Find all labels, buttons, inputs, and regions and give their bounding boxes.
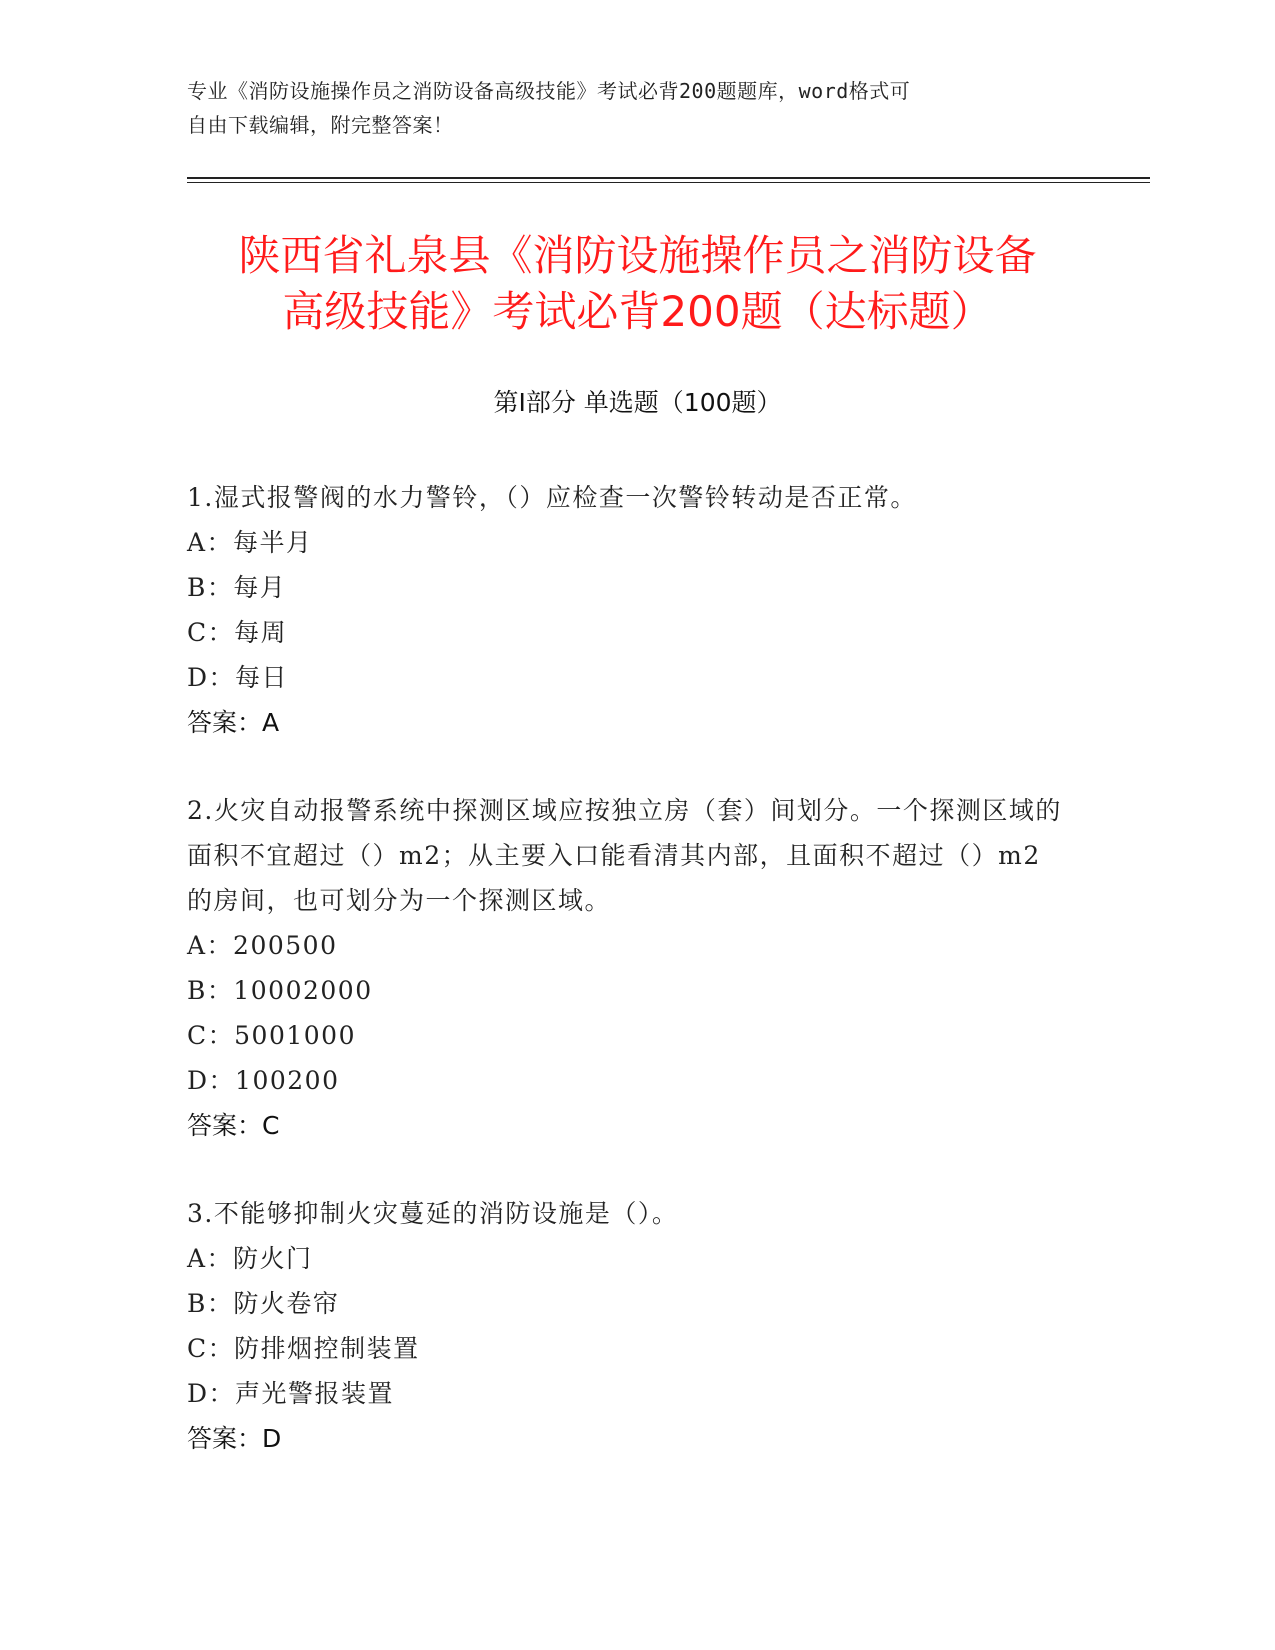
- header-note-line-1: 专业《消防设施操作员之消防设备高级技能》考试必背200题题库，word格式可: [187, 79, 911, 103]
- question-answer: 答案：C: [187, 1111, 280, 1140]
- header-note-line-2: 自由下载编辑，附完整答案！: [187, 113, 454, 137]
- question-stem: 3.不能够抑制火灾蔓延的消防设施是（）。: [187, 1199, 679, 1228]
- option-a: A：每半月: [187, 528, 313, 557]
- option-c: C：防排烟控制装置: [187, 1334, 420, 1363]
- question-answer: 答案：A: [187, 708, 280, 737]
- option-d: D：每日: [187, 663, 289, 692]
- option-b: B：防火卷帘: [187, 1289, 340, 1318]
- document-title: [160, 228, 1115, 340]
- header-divider-thin: [187, 182, 1150, 183]
- question-item: [187, 1191, 1067, 1461]
- question-item: [187, 475, 1067, 745]
- question-answer: 答案：D: [187, 1424, 282, 1453]
- section-title: 第Ⅰ部分 单选题（100题）: [493, 388, 782, 417]
- document-title-line-1: 陕西省礼泉县《消防设施操作员之消防设备: [238, 231, 1037, 280]
- question-list: [187, 475, 1067, 1504]
- option-b: B：每月: [187, 573, 287, 602]
- header-divider-thick: [187, 177, 1150, 179]
- document-title-line-2: 高级技能》考试必背200题（达标题）: [282, 287, 993, 336]
- question-item: [187, 788, 1067, 1148]
- option-d: D：声光警报装置: [187, 1379, 395, 1408]
- question-stem: 1.湿式报警阀的水力警铃，（）应检查一次警铃转动是否正常。: [187, 483, 917, 512]
- option-c: C：5001000: [187, 1021, 356, 1050]
- option-a: A：防火门: [187, 1244, 313, 1273]
- header-note: [187, 74, 1067, 142]
- option-b: B：10002000: [187, 976, 373, 1005]
- option-d: D：100200: [187, 1066, 340, 1095]
- option-c: C：每周: [187, 618, 288, 647]
- option-a: A：200500: [187, 931, 338, 960]
- question-stem: 2.火灾自动报警系统中探测区域应按独立房（套）间划分。一个探测区域的面积不宜超过（）m2；从主要入口能看清其内部，且面积不超过（）m2的房间，也可划分为一个探测区域。: [187, 796, 1062, 915]
